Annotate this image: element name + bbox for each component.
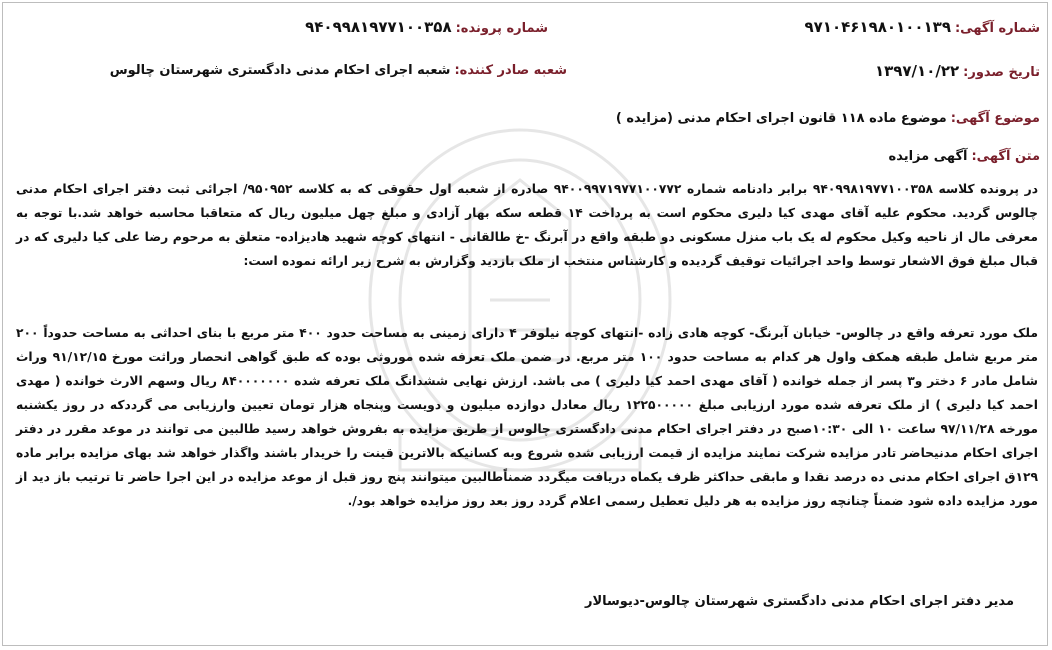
- file-number-label: شماره پرونده:: [455, 21, 548, 36]
- text-label: متن آگهی:: [971, 149, 1040, 164]
- signature-line: مدیر دفتر اجرای احکام مدنی دادگستری شهرستان چالوس-دیوسالار: [584, 594, 1014, 609]
- file-number-value: ۹۴۰۹۹۸۱۹۷۷۱۰۰۳۵۸: [305, 18, 452, 36]
- subject-value: موضوع ماده ۱۱۸ قانون اجرای احکام مدنی (مزایده ): [615, 111, 947, 126]
- issue-date-row: [875, 62, 1040, 82]
- issue-date-value: ۱۳۹۷/۱۰/۲۲: [874, 62, 960, 80]
- file-number-row: [305, 18, 548, 38]
- text-row: [889, 148, 1040, 166]
- subject-label: موضوع آگهی:: [950, 111, 1040, 126]
- issuer-value: شعبه اجرای احکام مدنی دادگستری شهرستان چالوس: [109, 63, 451, 78]
- body-paragraph-2: ملک مورد تعرفه واقع در چالوس- خیابان آبرنگ- کوچه هادی زاده -انتهای کوچه نیلوفر ۴ دارای زمینی به مساحت حدود ۴۰۰ متر مربع با بنای احداثی به مساحت حدوداً ۲۰۰ متر مربع شامل طبقه همکف واول هر کدام به مساحت حدود ۱۰۰ متر مربع. در ضمن ملک تعرفه شده موروثی بوده که طبق گواهی انحصار وراثت مورخ ۹۱/۱۲/۱۵ وراث شامل مادر ۶ دختر و۳ پسر از جمله خوانده ( آقای مهدی احمد کیا دلیری ) می باشد. ارزش نهایی ششدانگ ملک تعرفه شده ۸۴۰۰۰۰۰۰۰ ریال وسهم الارث خوانده ( مهدی احمد کیا دلیری ) از ملک تعرفه شده مورد ارزیابی مبلغ ۱۲۲۵۰۰۰۰۰ ریال معادل دوازده میلیون و دویست وپنجاه هزار تومان تعیین وارزیابی می گرددکه در روز یکشنبه مورخه ۹۷/۱۱/۲۸ ساعت ۱۰ الی ۱۰:۳۰صبح در دفتر اجرای احکام مدنی دادگستری چالوس از طریق مزایده به بفروش خواهد رسید طالبین می توانند در موعد مقرر در دفتر اجرای احکام مدنیحاضر تادر مزایده شرکت نمایند مزایده از قیمت ارزیابی شده شروع وبه کسانیکه بالاترین قینت را خریدار باشند واگذار خواهد شد بهای مزایده برابر ماده ۱۲۹ق اجرای احکام مدنی ده درصد نقدا و مابقی حداکثر ظرف یکماه دریافت میگردد ضمناًطالبین میتوانند پنج روز قبل از موعد مزایده در این اجرا حاضر تا ترتیب باز دید از مورد مزایده داده شود ضمناً چنانچه روز مزایده به هر دلیل تعطیل رسمی اعلام گردد روز بعد روز مزایده خواهد بود/.: [16, 326, 1038, 508]
- body-paragraph-1: در پرونده کلاسه ۹۴۰۹۹۸۱۹۷۷۱۰۰۳۵۸ برابر دادنامه شماره ۹۴۰۰۹۹۷۱۹۷۷۱۰۰۷۷۲ صادره از شعبه اول حقوقی که به کلاسه ۹۵۰۹۵۲/ اجرائی ثبت دفتر اجرای احکام مدنی چالوس گردید. محکوم علیه آقای مهدی کیا دلیری محکوم است به پرداخت ۱۴ قطعه سکه بهار آزادی و مبلغ چهل میلیون ریال که متعاقبا محاسبه خواهد شد.با توجه به معرفی مال از ناحیه وکیل محکوم له یک باب منزل مسکونی دو طبقه واقع در آبرنگ -خ طالقانی - انتهای کوچه شهید هادیزاده- متعلق به مرحوم رضا علی کیا دلیری که در قبال مبلغ فوق الاشعار توسط واحد اجرائیات توقیف گردیده و کارشناس منتخب از ملک بازدید وگزارش به شرح زیر ارائه نموده است:: [16, 182, 1039, 268]
- subject-row: [616, 110, 1040, 128]
- issuer-row: [110, 62, 567, 80]
- issue-date-label: تاریخ صدور:: [963, 65, 1040, 80]
- text-title: آگهی مزایده: [888, 149, 968, 164]
- issuer-label: شعبه صادر کننده:: [454, 63, 567, 78]
- ad-number-value: ۹۷۱۰۴۶۱۹۸۰۱۰۰۱۳۹: [804, 18, 951, 36]
- ad-number-label: شماره آگهی:: [954, 21, 1040, 36]
- ad-number-row: [805, 18, 1041, 38]
